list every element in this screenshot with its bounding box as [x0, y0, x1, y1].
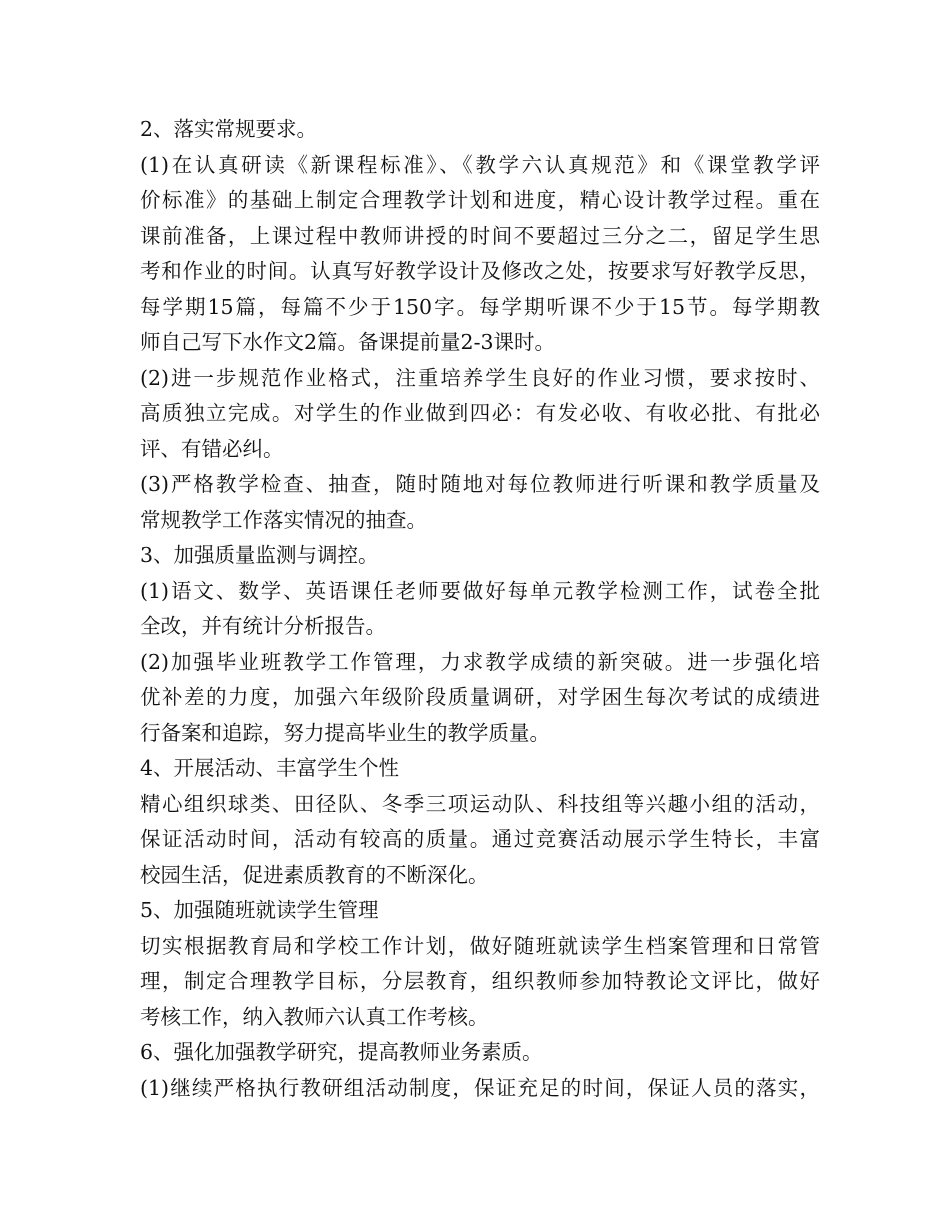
text-line: (1)在认真研读《新课程标准》、《教学六认真规范》和《课堂教学评	[140, 152, 820, 177]
text-line: 行备案和追踪，努力提高毕业生的教学质量。	[140, 720, 550, 745]
text-line: 切实根据教育局和学校工作计划，做好随班就读学生档案管理和日常管	[140, 933, 820, 958]
text-line: 5、加强随班就读学生管理	[140, 898, 379, 922]
text-line: 常规教学工作落实情况的抽查。	[140, 507, 427, 532]
text-line: 优补差的力度，加强六年级阶段质量调研，对学困生每次考试的成绩进	[140, 685, 820, 709]
text-line: (2)加强毕业班教学工作管理，力求教学成绩的新突破。进一步强化培	[140, 649, 820, 674]
text-line: (3)严格教学检查、抽查，随时随地对每位教师进行听课和教学质量及	[140, 472, 820, 496]
text-line: 校园生活，促进素质教育的不断深化。	[140, 862, 489, 887]
text-line: 保证活动时间，活动有较高的质量。通过竞赛活动展示学生特长，丰富	[140, 827, 820, 851]
text-line: 6、强化加强教学研究，提高教师业务素质。	[140, 1040, 543, 1064]
text-line: 评、有错必纠。	[140, 436, 284, 461]
text-line: 每学期15篇，每篇不少于150字。每学期听课不少于15节。每学期教	[140, 294, 820, 319]
text-line: 价标准》的基础上制定合理教学计划和进度，精心设计教学过程。重在	[140, 188, 820, 212]
text-line: 2、落实常规要求。	[140, 117, 318, 141]
text-line: 考和作业的时间。认真写好教学设计及修改之处，按要求写好教学反思，	[140, 259, 820, 283]
text-line: 考核工作，纳入教师六认真工作考核。	[140, 1004, 489, 1029]
document-body	[140, 112, 820, 1106]
text-line: (1)语文、数学、英语课任老师要做好每单元教学检测工作，试卷全批	[140, 578, 820, 603]
text-line: 精心组织球类、田径队、冬季三项运动队、科技组等兴趣小组的活动，	[140, 791, 820, 816]
text-line: (1)继续严格执行教研组活动制度，保证充足的时间，保证人员的落实，	[140, 1075, 820, 1100]
text-line: (2)进一步规范作业格式，注重培养学生良好的作业习惯，要求按时、	[140, 365, 820, 390]
text-line: 4、开展活动、丰富学生个性	[140, 756, 400, 780]
text-line: 3、加强质量监测与调控。	[140, 543, 379, 567]
text-line: 高质独立完成。对学生的作业做到四必：有发必收、有收必批、有批必	[140, 401, 820, 425]
text-line: 理，制定合理教学目标，分层教育，组织教师参加特教论文评比，做好	[140, 969, 820, 993]
text-line: 全改，并有统计分析报告。	[140, 614, 386, 638]
text-line: 师自己写下水作文2篇。备课提前量2-3课时。	[140, 330, 556, 354]
text-line: 课前准备，上课过程中教师讲授的时间不要超过三分之二，留足学生思	[140, 223, 820, 248]
